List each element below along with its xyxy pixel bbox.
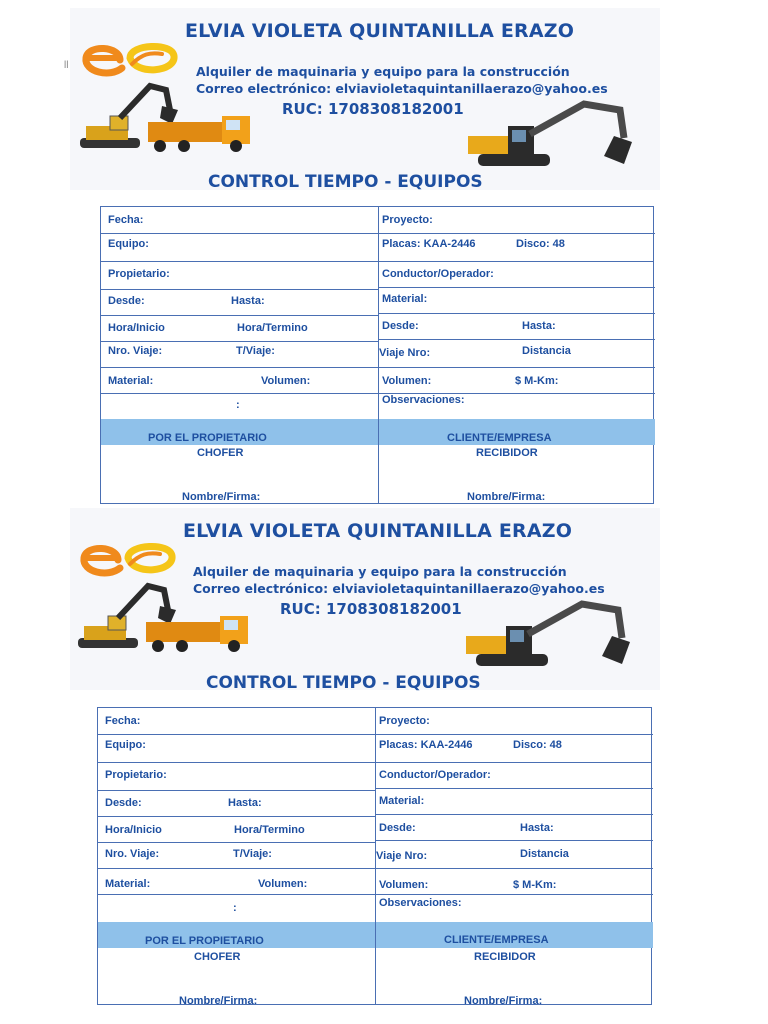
row-line bbox=[376, 814, 653, 815]
nro-viaje-label: Nro. Viaje: bbox=[108, 345, 163, 357]
chofer-signature-label: Nombre/Firma: bbox=[182, 491, 261, 503]
viaje-nro-label: Viaje Nro: bbox=[379, 347, 431, 359]
form-grid bbox=[100, 206, 654, 504]
row-line bbox=[376, 840, 653, 841]
hasta-label: Hasta: bbox=[231, 295, 265, 307]
fecha-label: Fecha: bbox=[105, 715, 141, 727]
viaje-nro-label: Viaje Nro: bbox=[376, 850, 428, 862]
row-line bbox=[376, 788, 653, 789]
row-line bbox=[101, 315, 378, 316]
hora-inicio-label: Hora/Inicio bbox=[108, 322, 165, 334]
excavator-truck-image bbox=[76, 80, 256, 156]
distancia-label: Distancia bbox=[520, 848, 569, 860]
desde-label: Desde: bbox=[108, 295, 145, 307]
excavator-image bbox=[464, 98, 634, 170]
row-line bbox=[379, 367, 655, 368]
equipo-label: Equipo: bbox=[105, 739, 146, 751]
cliente-empresa-label: CLIENTE/EMPRESA bbox=[444, 934, 549, 946]
material-label: Material: bbox=[382, 293, 428, 305]
form-title: CONTROL TIEMPO - EQUIPOS bbox=[208, 172, 483, 192]
recibidor-label: RECIBIDOR bbox=[476, 447, 538, 459]
row-line bbox=[101, 367, 378, 368]
row-line bbox=[98, 816, 375, 817]
conductor-label: Conductor/Operador: bbox=[379, 769, 491, 781]
form-grid bbox=[97, 707, 652, 1005]
excavator-image bbox=[462, 598, 632, 670]
row-line bbox=[101, 393, 378, 394]
row-line bbox=[98, 894, 375, 895]
desde-label: Desde: bbox=[105, 797, 142, 809]
company-ruc: RUC: 1708308182001 bbox=[280, 600, 462, 618]
company-ruc: RUC: 1708308182001 bbox=[282, 100, 464, 118]
row-line bbox=[376, 734, 653, 735]
recibidor-signature-label: Nombre/Firma: bbox=[464, 995, 543, 1007]
nro-viaje-label: Nro. Viaje: bbox=[105, 848, 160, 860]
chofer-signature-label: Nombre/Firma: bbox=[179, 995, 258, 1007]
material-label: Material: bbox=[379, 795, 425, 807]
excavator-truck-image bbox=[74, 580, 254, 656]
hora-termino-label: Hora/Termino bbox=[237, 322, 308, 334]
equipo-label: Equipo: bbox=[108, 238, 149, 250]
cliente-empresa-label: CLIENTE/EMPRESA bbox=[447, 432, 552, 444]
m-km-label: $ M-Km: bbox=[515, 375, 559, 387]
row-line bbox=[379, 313, 655, 314]
row-line bbox=[376, 868, 653, 869]
volumen-label: Volumen: bbox=[382, 375, 432, 387]
material-label-left: Material: bbox=[105, 878, 151, 890]
por-propietario-label: POR EL PROPIETARIO bbox=[145, 935, 264, 947]
colon-mark: : bbox=[236, 399, 240, 411]
chofer-label: CHOFER bbox=[197, 447, 244, 459]
fecha-label: Fecha: bbox=[108, 214, 144, 226]
volumen-label-left: Volumen: bbox=[258, 878, 308, 890]
form-block bbox=[0, 0, 768, 505]
company-logo bbox=[80, 34, 180, 80]
row-line bbox=[376, 894, 653, 895]
propietario-label: Propietario: bbox=[105, 769, 167, 781]
row-line bbox=[98, 842, 375, 843]
recibidor-signature-label: Nombre/Firma: bbox=[467, 491, 546, 503]
company-tagline: Alquiler de maquinaria y equipo para la construcción bbox=[193, 564, 567, 579]
form-title: CONTROL TIEMPO - EQUIPOS bbox=[206, 673, 481, 693]
m-km-label: $ M-Km: bbox=[513, 879, 557, 891]
t-viaje-label: T/Viaje: bbox=[236, 345, 275, 357]
volumen-label-left: Volumen: bbox=[261, 375, 311, 387]
row-line bbox=[379, 339, 655, 340]
form-block bbox=[0, 500, 768, 1005]
observaciones-label: Observaciones: bbox=[382, 394, 465, 406]
row-line bbox=[98, 790, 375, 791]
hasta-label-right: Hasta: bbox=[522, 320, 556, 332]
hora-inicio-label: Hora/Inicio bbox=[105, 824, 162, 836]
t-viaje-label: T/Viaje: bbox=[233, 848, 272, 860]
row-line bbox=[98, 734, 375, 735]
row-line bbox=[101, 289, 378, 290]
distancia-label: Distancia bbox=[522, 345, 571, 357]
observaciones-label: Observaciones: bbox=[379, 897, 462, 909]
row-line bbox=[101, 233, 378, 234]
row-line bbox=[98, 868, 375, 869]
placas-label: Placas: KAA-2446 bbox=[379, 739, 473, 751]
row-line bbox=[101, 341, 378, 342]
company-email: Correo electrónico: elviavioletaquintanillaerazo@yahoo.es bbox=[193, 581, 605, 596]
hasta-label: Hasta: bbox=[228, 797, 262, 809]
disco-label: Disco: 48 bbox=[516, 238, 565, 250]
row-line bbox=[379, 233, 655, 234]
material-label-left: Material: bbox=[108, 375, 154, 387]
colon-mark: : bbox=[233, 902, 237, 914]
proyecto-label: Proyecto: bbox=[382, 214, 433, 226]
company-tagline: Alquiler de maquinaria y equipo para la construcción bbox=[196, 64, 570, 79]
desde-label-right: Desde: bbox=[379, 822, 416, 834]
placas-label: Placas: KAA-2446 bbox=[382, 238, 476, 250]
propietario-label: Propietario: bbox=[108, 268, 170, 280]
company-email: Correo electrónico: elviavioletaquintanillaerazo@yahoo.es bbox=[196, 81, 608, 96]
recibidor-label: RECIBIDOR bbox=[474, 951, 536, 963]
company-logo bbox=[78, 534, 178, 580]
row-line bbox=[98, 762, 651, 763]
corner-mark: ll bbox=[64, 60, 69, 71]
proyecto-label: Proyecto: bbox=[379, 715, 430, 727]
company-name: ELVIA VIOLETA QUINTANILLA ERAZO bbox=[185, 20, 575, 42]
conductor-label: Conductor/Operador: bbox=[382, 268, 494, 280]
desde-label-right: Desde: bbox=[382, 320, 419, 332]
company-name: ELVIA VIOLETA QUINTANILLA ERAZO bbox=[183, 520, 573, 542]
por-propietario-label: POR EL PROPIETARIO bbox=[148, 432, 267, 444]
row-line bbox=[379, 287, 655, 288]
disco-label: Disco: 48 bbox=[513, 739, 562, 751]
hasta-label-right: Hasta: bbox=[520, 822, 554, 834]
hora-termino-label: Hora/Termino bbox=[234, 824, 305, 836]
volumen-label: Volumen: bbox=[379, 879, 429, 891]
row-line bbox=[101, 261, 653, 262]
chofer-label: CHOFER bbox=[194, 951, 241, 963]
